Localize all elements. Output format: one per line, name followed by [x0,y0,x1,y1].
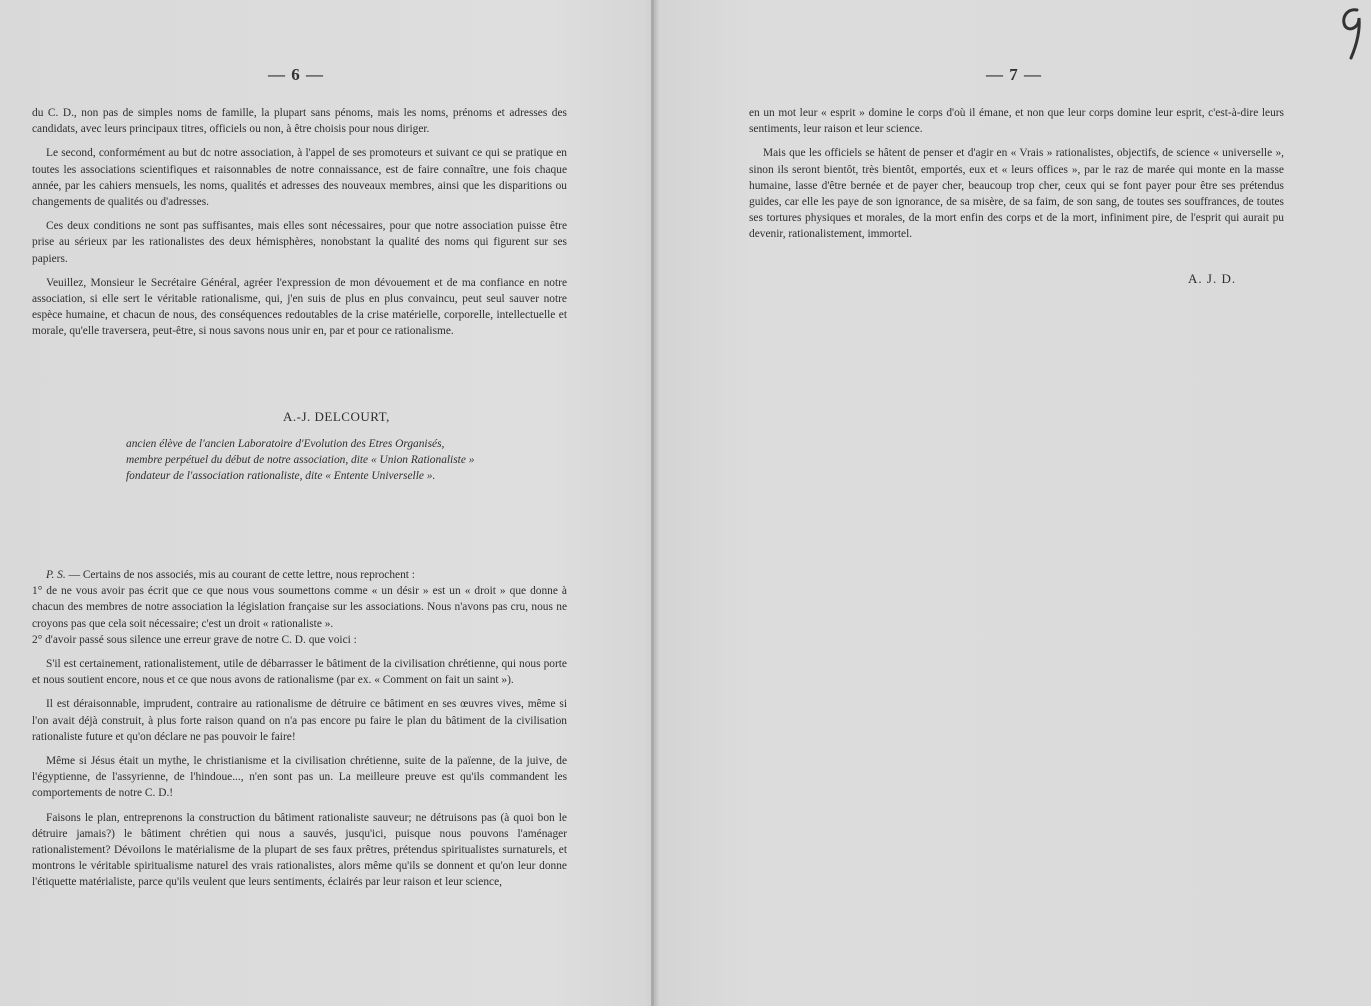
right-paragraph-1: en un mot leur « esprit » domine le corps d'où il émane, et non que leur corps domine leur esprit, c'est-à-dire leurs sentiments, leur raison et leur science. [749,107,1284,136]
postscript-paragraph-2: Il est déraisonnable, imprudent, contraire au rationalisme de détruire ce bâtiment en ses œuvres vives, même si l'on avait déjà construit, à plus forte raison quand on n'a pas encore pu faire le plan du bâtiment de la civilisation rationaliste future et qu'on déclare ne pas pouvoir le faire! [32,698,567,743]
signature-title-line: ancien élève de l'ancien Laboratoire d'Evolution des Etres Organisés, [126,438,445,450]
postscript-paragraph-1: S'il est certainement, rationalistement, utile de débarrasser le bâtiment de la civilisation chrétienne, qui nous porte et nous soutient encore, nous et ce que nous avons de rationalisme (par ex. « Comment on fait un saint »). [32,658,567,687]
signature-title-line: membre perpétuel du début de notre association, dite « Union Rationaliste » [126,454,475,467]
page-number-left: — 6 — [268,65,324,84]
right-main-text [749,105,1284,251]
left-main-text [32,105,567,348]
left-paragraph-2: Le second, conformément au but dc notre association, à l'appel de ses promoteurs et suivant ce qui se pratique en toutes les associations scientifiques et raisonnables de notre connaissance, est de faire connaître, une fois chaque année, par les cahiers mensuels, les noms, qualités et adresses des nouveaux membres, ainsi que les disparitions ou changements de qualités ou d'adresses. [32,147,567,209]
handwritten-page-number [1333,0,1367,64]
postscript-paragraph-4: Faisons le plan, entreprenons la construction du bâtiment rationaliste sauveur; ne détruisons pas (à quoi bon le détruire jamais?) le bâtiment chrétien qui nous a sauvés, jusqu'ici, puisque nous pouvons l'aménager rationalistement? Dévoilons le matérialisme de la plupart de ses faux prêtres, prétendus spiritualistes surnaturels, et montrons le véritable spiritualisme naturel des vrais rationalistes, alors même qu'ils se donnent et qu'on leur donne l'étiquette matérialiste, parce qu'ils veulent que leurs sentiments, éclairés par leur raison et leur science, [32,811,567,889]
signature-title-line: fondateur de l'association rationaliste, dite « Entente Universelle ». [126,470,436,483]
postscript-paragraph-3: Même si Jésus était un mythe, le christianisme et la civilisation chrétienne, suite de la païenne, de la juive, de l'égyptienne, de l'assyrienne, de l'hindoue..., n'en sont pas un. La meilleure preuve est qu'ils commandent les comportements de notre C. D.! [32,755,567,800]
initials-signature: A. J. D. [1188,271,1237,286]
left-paragraph-1: du C. D., non pas de simples noms de famille, la plupart sans pénoms, mais les noms, prénoms et adresses des candidats, avec leurs principaux titres, officiels ou non, à être choisis pour nous diriger. [32,107,567,136]
left-paragraph-4: Veuillez, Monsieur le Secrétaire Général, agréer l'expression de mon dévouement et de ma confiance en notre association, si elle sert le véritable rationalisme, qui, j'en suis de plus en plus convaincu, peut seul sauver notre espèce humaine, et chacun de nous, des conséquences redoutables de la crise matérielle, corporelle, intellectuelle et morale, qu'elle traversera, peut-être, si nous savons nous unir en, par et pour ce rationalisme. [32,276,567,338]
postscript-item-2: 2° d'avoir passé sous silence une erreur grave de notre C. D. que voici : [32,633,357,646]
left-page [0,0,651,1006]
left-paragraph-3: Ces deux conditions ne sont pas suffisantes, mais elles sont nécessaires, pour que notre association puisse être prise au sérieux par les rationalistes des deux hémisphères, nonobstant la qualité des noms qui figurent sur ses papiers. [32,220,567,265]
postscript-item-1: 1° de ne vous avoir pas écrit que ce que nous vous soumettons comme « un désir » est un « droit » que donne à chacun des membres de notre association la législation française sur les associations. Nous n'avons pas cru, nous ne croyons pas que cela soit nécessaire; c'est un droit « rationaliste ». [32,585,567,630]
postscript [32,567,567,899]
signature-name: A.-J. DELCOURT, [283,409,390,424]
postscript-intro-text: — Certains de nos associés, mis au courant de cette lettre, nous reprochent : [65,569,415,581]
page-number-right: — 7 — [986,65,1042,84]
postscript-gap [32,648,567,656]
postscript-intro [32,567,567,583]
right-page [654,0,1371,1006]
right-paragraph-2: Mais que les officiels se hâtent de penser et d'agir en « Vrais » rationalistes, objectifs, de science « universelle », sinon ils seront bientôt, très bientôt, emportés, eux et « leurs offices », par le raz de marée qui monte en la masse humaine, lasse d'être bernée et de payer cher, beaucoup trop cher, ceux qui se font payer pour être ses prétendus guides, car elle les paye de son ignorance, de sa misère, de sa faim, de son sang, de toutes ses souffrances, de toutes ses tortures physiques et morales, de la mort enfin des corps et de la mort, infiniment pire, de l'esprit qui aurait pu devenir, rationalistement, immortel. [749,147,1284,241]
signature-titles [126,436,567,485]
postscript-label: P. S. [46,569,66,581]
